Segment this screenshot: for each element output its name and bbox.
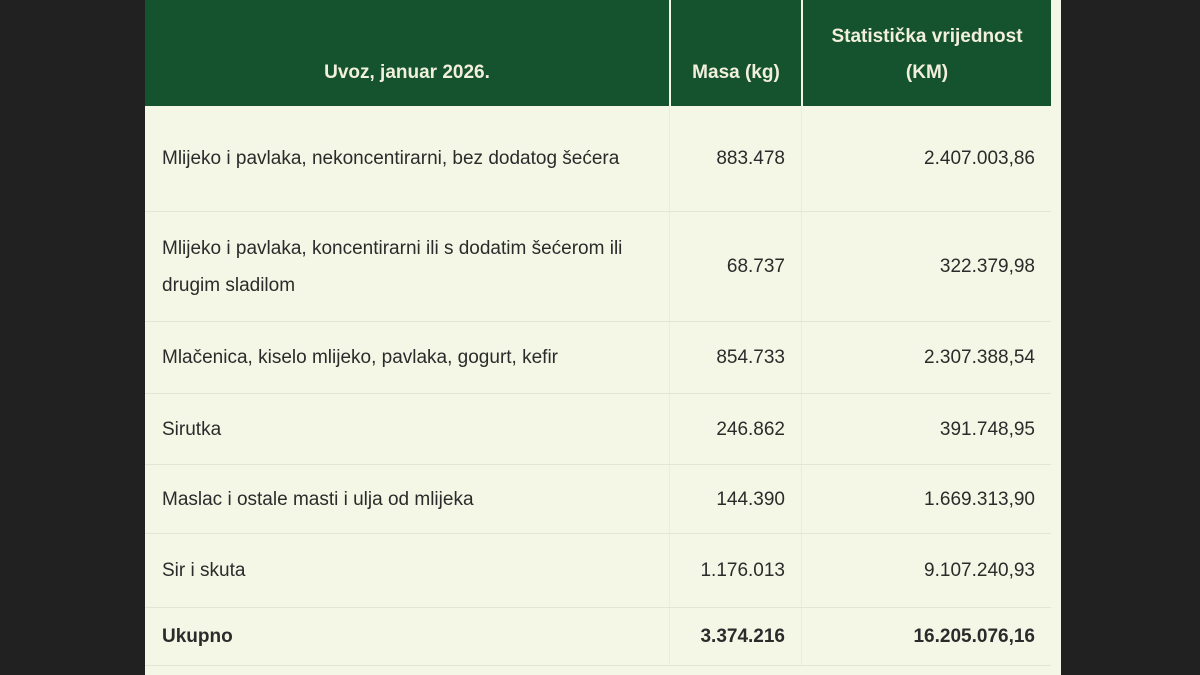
import-table (145, 0, 1061, 675)
mass-cell: 68.737 (669, 212, 801, 321)
mass-cell: 883.478 (669, 106, 801, 211)
value-cell: 2.307.388,54 (801, 322, 1051, 393)
table-row (145, 534, 1051, 608)
header-value-label-line1: Statistička vrijednost (831, 26, 1023, 47)
table-row (145, 106, 1051, 212)
product-cell: Mlijeko i pavlaka, koncentirarni ili s dodatim šećerom ili drugim sladilom (162, 237, 623, 296)
total-label-cell: Ukupno (162, 626, 233, 647)
value-cell: 9.107.240,93 (801, 534, 1051, 607)
total-mass-cell: 3.374.216 (669, 608, 801, 665)
product-cell: Mlačenica, kiselo mlijeko, pavlaka, gogurt, kefir (162, 347, 559, 368)
table-row (145, 394, 1051, 465)
header-mass-label: Masa (kg) (692, 62, 780, 83)
total-value-cell: 16.205.076,16 (801, 608, 1051, 665)
table-title: Uvoz, januar 2026. (324, 62, 490, 83)
mass-cell: 854.733 (669, 322, 801, 393)
mass-cell: 1.176.013 (669, 534, 801, 607)
header-mass-column (669, 0, 801, 106)
mass-cell: 246.862 (669, 394, 801, 464)
value-cell: 322.379,98 (801, 212, 1051, 321)
mass-cell: 144.390 (669, 465, 801, 533)
product-cell: Mlijeko i pavlaka, nekoncentirarni, bez dodatog šećera (162, 148, 620, 169)
product-cell: Maslac i ostale masti i ulja od mlijeka (162, 488, 474, 510)
table-header-row (145, 0, 1051, 106)
table-row (145, 212, 1051, 322)
product-cell: Sirutka (162, 418, 222, 440)
header-value-column (801, 0, 1051, 106)
table-total-row (145, 608, 1051, 666)
product-cell: Sir i skuta (162, 560, 246, 581)
header-value-label-line2: (KM) (905, 62, 949, 83)
table-row (145, 322, 1051, 394)
header-product-column (145, 0, 669, 106)
value-cell: 391.748,95 (801, 394, 1051, 464)
table-row (145, 465, 1051, 534)
value-cell: 1.669.313,90 (801, 465, 1051, 533)
value-cell: 2.407.003,86 (801, 106, 1051, 211)
